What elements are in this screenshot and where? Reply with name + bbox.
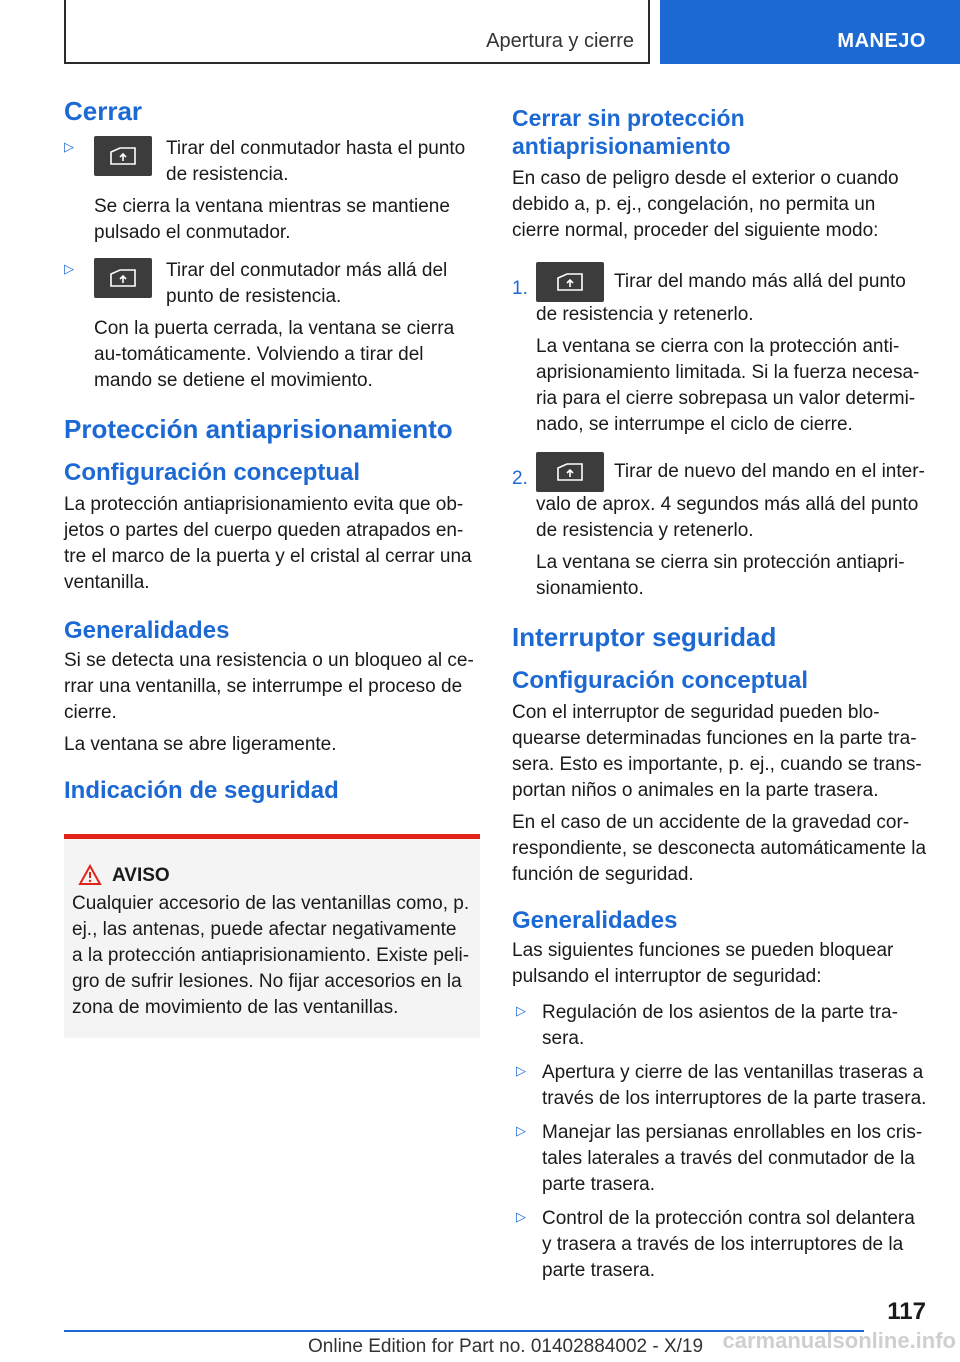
list-item: [512, 1000, 928, 1052]
left-column: [64, 96, 480, 806]
bullet-text: Manejar las persianas enrollables en los cris‐tales laterales a través del conmutador de la parte trasera.: [542, 1122, 923, 1195]
step-subtext: Con la puerta cerrada, la ventana se cierra au‐tomáticamente. Volviendo a tirar del mando se detiene el movimiento.: [94, 318, 455, 391]
step-subtext: La ventana se cierra sin protección antiapri‐sionamiento.: [536, 552, 905, 599]
bullet-text: Control de la protección contra sol delantera y trasera a través de los interruptores de la parte trasera.: [542, 1208, 915, 1281]
triangle-bullet-icon: ▷: [516, 1209, 526, 1224]
window-switch-icon: [94, 136, 152, 176]
paragraph: Con el interruptor de seguridad pueden blo‐quearse determinadas funciones en la parte tra‐sera. Esto es importante, p. ej., cuando se trans‐portan niños o animales en la parte trasera.: [512, 702, 922, 801]
section-title: Apertura y cierre: [486, 30, 634, 52]
paragraph: La ventana se abre ligeramente.: [64, 734, 337, 755]
heading-sin-proteccion: Cerrar sin protección antiaprisionamiento: [512, 105, 745, 159]
numbered-step: [512, 262, 928, 438]
bullet-text: Regulación de los asientos de la parte tra‐sera.: [542, 1002, 898, 1049]
step-subtext: La ventana se cierra con la protección anti‐aprisionamiento limitada. Si la fuerza necesa‐ria para el cierre sobrepasa un valor determi‐nado, se interrumpe el ciclo de cierre.: [536, 336, 920, 435]
header-frame: [64, 0, 650, 64]
paragraph: Si se detecta una resistencia o un bloqueo al ce‐rrar una ventanilla, se interrumpe el proceso de cierre.: [64, 650, 474, 723]
page-number: 117: [887, 1298, 926, 1325]
warning-triangle-icon: [78, 864, 102, 894]
heading-interruptor: Interruptor seguridad: [512, 622, 777, 652]
chapter-tab[interactable]: [660, 0, 960, 64]
step-number: 1.: [512, 278, 528, 299]
heading-proteccion: Protección antiaprisionamiento: [64, 414, 453, 444]
paragraph: La protección antiaprisionamiento evita que ob‐jetos o partes del cuerpo queden atrapados en‐tre el marco de la puerta y el cristal al cerrar una ventanilla.: [64, 494, 472, 593]
triangle-bullet-icon: ▷: [516, 1003, 526, 1018]
chapter-tab-label: MANEJO: [837, 30, 926, 52]
warning-text: Cualquier accesorio de las ventanillas como, p. ej., las antenas, puede afectar negativamente a la protección antiaprisionamiento. Existe peli‐gro de sufrir lesiones. No fijar accesorios en la zona de movimiento de las ventanillas.: [72, 893, 470, 1018]
step-text: Tirar del mando más allá del punto de resistencia y retenerlo.: [536, 271, 906, 325]
triangle-bullet-icon: ▷: [64, 139, 74, 154]
window-switch-icon: [94, 258, 152, 298]
paragraph: En caso de peligro desde el exterior o cuando debido a, p. ej., congelación, no permita un cierre normal, proceder del siguiente modo:: [512, 168, 899, 241]
triangle-bullet-icon: ▷: [516, 1063, 526, 1078]
list-item: [64, 258, 480, 394]
list-item: [512, 1120, 928, 1198]
triangle-bullet-icon: ▷: [64, 261, 74, 276]
bullet-text: Apertura y cierre de las ventanillas traseras a través de los interruptores de la parte trasera.: [542, 1062, 927, 1109]
heading-indicacion: Indicación de seguridad: [64, 777, 339, 804]
warning-header: [72, 863, 472, 889]
paragraph: Las siguientes funciones se pueden bloquear pulsando el interruptor de seguridad:: [512, 940, 894, 987]
triangle-bullet-icon: ▷: [516, 1123, 526, 1138]
step-text: Tirar del conmutador más allá del punto de resistencia.: [166, 260, 448, 307]
heading-config: Configuración conceptual: [512, 667, 809, 694]
window-switch-icon: [536, 262, 604, 302]
window-switch-icon: [536, 452, 604, 492]
list-item: [512, 1206, 928, 1284]
list-item: [64, 136, 480, 246]
list-item: [512, 1060, 928, 1112]
right-column: [512, 104, 928, 1284]
step-number: 2.: [512, 468, 528, 489]
heading-config: Configuración conceptual: [64, 459, 361, 486]
warning-label: AVISO: [112, 865, 170, 886]
step-text: Tirar del conmutador hasta el punto de resistencia.: [166, 138, 466, 185]
edition-text: Online Edition for Part no. 01402884002 - X/19: [308, 1336, 704, 1357]
paragraph: En el caso de un accidente de la gravedad cor‐respondiente, se desconecta automáticamente la función de seguridad.: [512, 812, 927, 885]
step-subtext: Se cierra la ventana mientras se mantiene pulsado el conmutador.: [94, 196, 450, 243]
numbered-step: [512, 452, 928, 602]
step-text: Tirar de nuevo del mando en el inter‐valo de aprox. 4 segundos más allá del punto de resistencia y retenerlo.: [536, 461, 925, 541]
warning-box: [64, 834, 480, 1038]
heading-cerrar: Cerrar: [64, 96, 143, 126]
watermark: carmanualsonline.info: [722, 1328, 956, 1353]
heading-generalidades: Generalidades: [512, 907, 678, 934]
heading-generalidades: Generalidades: [64, 617, 230, 644]
